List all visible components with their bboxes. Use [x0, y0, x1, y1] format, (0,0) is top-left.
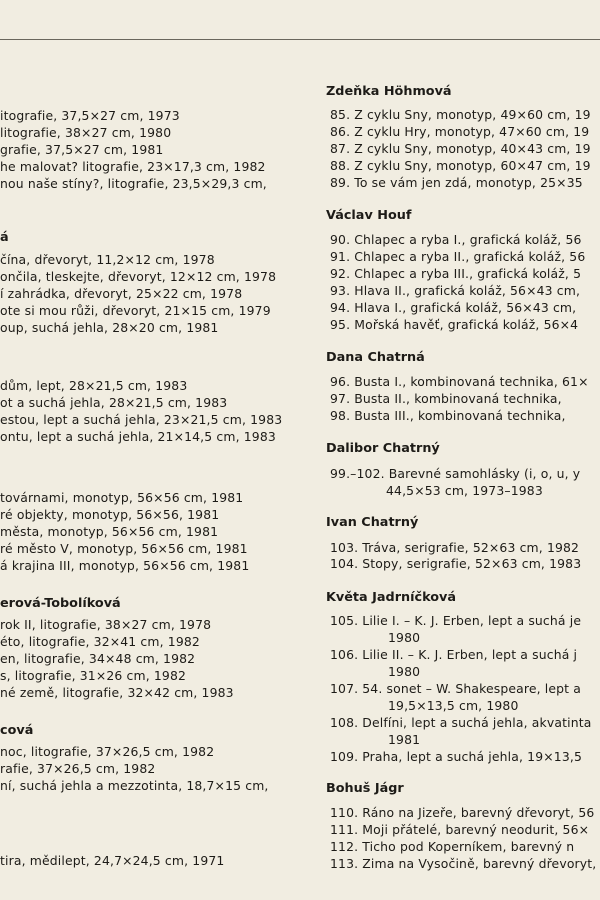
list-item: s, litografie, 31×26 cm, 1982: [0, 668, 187, 683]
list-item: 96. Busta I., kombinovaná technika, 61×: [330, 374, 589, 389]
list-item: dům, lept, 28×21,5 cm, 1983: [0, 378, 188, 393]
list-item: 108. Delfíni, lept a suchá jehla, akvatinta: [330, 715, 592, 730]
list-item: né země, litografie, 32×42 cm, 1983: [0, 685, 234, 700]
artist-name: Zdeňka Höhmová: [326, 84, 452, 99]
list-item: 106. Lilie II. – K. J. Erben, lept a suchá j: [330, 647, 578, 662]
list-item: he malovat? litografie, 23×17,3 cm, 1982: [0, 159, 266, 174]
list-item: ot a suchá jehla, 28×21,5 cm, 1983: [0, 395, 228, 410]
list-item: ré objekty, monotyp, 56×56, 1981: [0, 507, 220, 522]
list-item: 94. Hlava I., grafická koláž, 56×43 cm,: [330, 300, 577, 315]
list-item: továrnami, monotyp, 56×56 cm, 1981: [0, 490, 244, 505]
list-item: čína, dřevoryt, 11,2×12 cm, 1978: [0, 252, 215, 267]
list-item: 111. Moji přátelé, barevný neodurit, 56×: [330, 822, 590, 837]
artist-name: Bohuš Jágr: [326, 781, 404, 796]
list-item: města, monotyp, 56×56 cm, 1981: [0, 524, 219, 539]
list-item-continuation: 1980: [388, 630, 421, 645]
list-item-continuation: 19,5×13,5 cm, 1980: [388, 698, 519, 713]
list-item-continuation: 1981: [388, 732, 421, 747]
list-item: 98. Busta III., kombinovaná technika,: [330, 408, 566, 423]
list-item: 97. Busta II., kombinovaná technika,: [330, 391, 562, 406]
list-item: 87. Z cyklu Sny, monotyp, 40×43 cm, 19: [330, 141, 591, 156]
list-item: 103. Tráva, serigrafie, 52×63 cm, 1982: [330, 540, 580, 555]
list-item: 90. Chlapec a ryba I., grafická koláž, 56: [330, 232, 582, 247]
artist-name: cová: [0, 723, 34, 738]
artist-name: Václav Houf: [326, 208, 412, 223]
artist-name: Ivan Chatrný: [326, 515, 419, 530]
list-item: ontu, lept a suchá jehla, 21×14,5 cm, 1983: [0, 429, 276, 444]
list-item: ní, suchá jehla a mezzotinta, 18,7×15 cm,: [0, 778, 269, 793]
list-item: ončila, tleskejte, dřevoryt, 12×12 cm, 1978: [0, 269, 277, 284]
list-item: tira, mědilept, 24,7×24,5 cm, 1971: [0, 853, 225, 868]
list-item-continuation: 44,5×53 cm, 1973–1983: [386, 483, 543, 498]
list-item: 109. Praha, lept a suchá jehla, 19×13,5: [330, 749, 582, 764]
list-item: 88. Z cyklu Sny, monotyp, 60×47 cm, 19: [330, 158, 591, 173]
list-item: 104. Stopy, serigrafie, 52×63 cm, 1983: [330, 556, 582, 571]
artist-name: Dana Chatrná: [326, 350, 425, 365]
header-rule: [0, 39, 600, 40]
list-item: ré město V, monotyp, 56×56 cm, 1981: [0, 541, 248, 556]
list-item: rok II, litografie, 38×27 cm, 1978: [0, 617, 212, 632]
list-item: 86. Z cyklu Hry, monotyp, 47×60 cm, 19: [330, 124, 590, 139]
list-item: 113. Zima na Vysočině, barevný dřevoryt,: [330, 856, 597, 871]
artist-name: erová-Tobolíková: [0, 596, 121, 611]
list-item: 107. 54. sonet – W. Shakespeare, lept a: [330, 681, 582, 696]
list-item: 91. Chlapec a ryba II., grafická koláž, 56: [330, 249, 586, 264]
artist-name: Květa Jadrníčková: [326, 590, 457, 605]
list-item: 92. Chlapec a ryba III., grafická koláž, 5: [330, 266, 582, 281]
list-item: grafie, 37,5×27 cm, 1981: [0, 142, 164, 157]
list-item: itografie, 37,5×27 cm, 1973: [0, 108, 180, 123]
list-item: 110. Ráno na Jizeře, barevný dřevoryt, 56: [330, 805, 595, 820]
artist-name: Dalibor Chatrný: [326, 441, 440, 456]
list-item: rafie, 37×26,5 cm, 1982: [0, 761, 156, 776]
list-item: nou naše stíny?, litografie, 23,5×29,3 cm,: [0, 176, 267, 191]
list-item: éto, litografie, 32×41 cm, 1982: [0, 634, 200, 649]
list-item: 99.–102. Barevné samohlásky (i, o, u, y: [330, 466, 581, 481]
artist-name: á: [0, 230, 9, 245]
list-item: estou, lept a suchá jehla, 23×21,5 cm, 1983: [0, 412, 283, 427]
list-item: 93. Hlava II., grafická koláž, 56×43 cm,: [330, 283, 581, 298]
list-item: en, litografie, 34×48 cm, 1982: [0, 651, 196, 666]
list-item: oup, suchá jehla, 28×20 cm, 1981: [0, 320, 219, 335]
list-item: noc, litografie, 37×26,5 cm, 1982: [0, 744, 215, 759]
list-item: í zahrádka, dřevoryt, 25×22 cm, 1978: [0, 286, 243, 301]
list-item: 112. Ticho pod Koperníkem, barevný n: [330, 839, 575, 854]
list-item: 95. Mořská havěť, grafická koláž, 56×4: [330, 317, 579, 332]
list-item: 85. Z cyklu Sny, monotyp, 49×60 cm, 19: [330, 107, 591, 122]
list-item: 105. Lilie I. – K. J. Erben, lept a suchá je: [330, 613, 582, 628]
list-item: á krajina III, monotyp, 56×56 cm, 1981: [0, 558, 250, 573]
list-item-continuation: 1980: [388, 664, 421, 679]
list-item: litografie, 38×27 cm, 1980: [0, 125, 172, 140]
list-item: ote si mou růži, dřevoryt, 21×15 cm, 1979: [0, 303, 271, 318]
list-item: 89. To se vám jen zdá, monotyp, 25×35: [330, 175, 583, 190]
